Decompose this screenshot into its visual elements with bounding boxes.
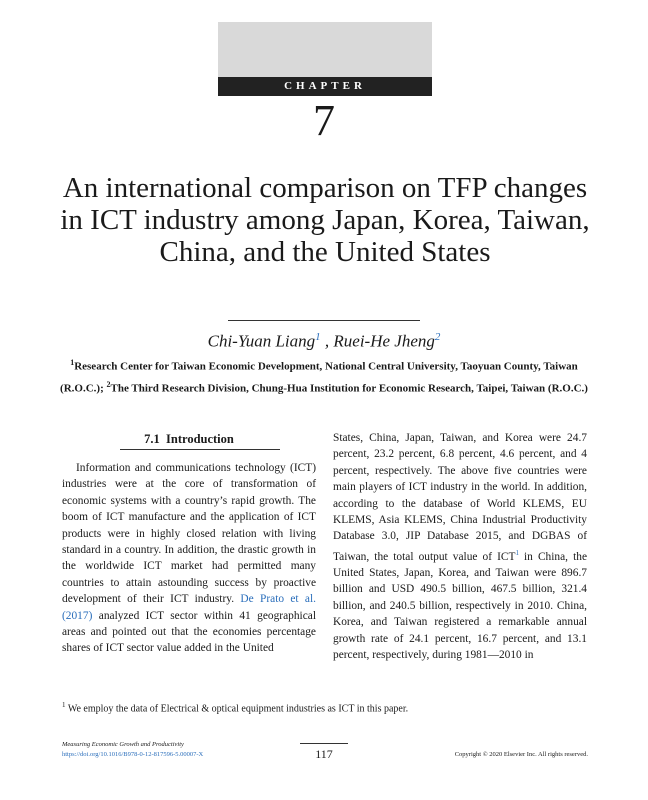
book-info <box>62 740 282 760</box>
author-affiliation-link[interactable]: 1 <box>315 331 321 343</box>
chapter-title: An international comparison on TFP changes in ICT industry among Japan, Korea, Taiwan, China, and the United States <box>60 172 590 268</box>
footnote-marker: 1 <box>62 701 66 709</box>
footnote <box>62 698 588 716</box>
title-divider <box>228 320 420 321</box>
affiliation-marker: 2 <box>106 379 111 389</box>
copyright-notice: Copyright © 2020 Elsevier Inc. All rights reserved. <box>454 751 588 758</box>
author-line <box>0 325 648 354</box>
paragraph-text: States, China, Japan, Taiwan, and Korea were 24.7 percent, 23.2 percent, 6.8 percent, 4.6 percent, and 4 percent, respectively. The above five countries were main players of ICT industry in the world. In addition, according to the database of World KLEMS, EU KLEMS, Asia KLEMS, China Industrial Productivity Database 3.0, JIP Database 2015, and DGBAS of Taiwan, the total output value of ICT <box>333 432 587 563</box>
chapter-number: 7 <box>313 96 335 145</box>
author-name: Chi-Yuan Liang <box>207 331 316 351</box>
author-name: Ruei-He Jheng <box>333 331 435 351</box>
section-heading <box>62 430 316 448</box>
paragraph-text: Information and communications technology (ICT) industries were at the core of transformation of economic systems with a country’s rapid growth. The boom of ICT manufacture and the application of ICT products were in highly closed relation with living standard in a country. In addition, the drastic growth in the worldwide ICT market had permitted many countries to attain astounding success by proactive development of their ICT industry. <box>62 462 316 606</box>
footnote-link[interactable]: 1 <box>515 548 519 557</box>
chapter-banner <box>218 22 432 96</box>
section-title: Introduction <box>166 432 234 446</box>
affiliation-text: The Third Research Division, Chung-Hua Institution for Economic Research, Taipei, Taiwan (R.O.C.) <box>110 382 588 395</box>
affiliation-text: Research Center for Taiwan Economic Development, National Central University, Taoyuan County, Taiwan (R.O.C.); <box>60 360 578 395</box>
section-divider <box>120 449 280 450</box>
footnote-text: We employ the data of Electrical & optical equipment industries as ICT in this paper. <box>65 703 409 715</box>
author-affiliation-link[interactable]: 2 <box>434 331 441 343</box>
affiliations <box>56 354 592 397</box>
author-separator: , <box>320 331 334 351</box>
paragraph-text: in China, the United States, Japan, Korea, and Taiwan were 896.7 billion and USD 490.5 billion, 467.5 billion, 321.4 billion, and 240.5 billion, respectively in 2010. China, Korea, and Taiwan registered a remarkable annual growth rate of 24.1 percent, 16.7 percent, and 13.1 percent, respectively, during 1981—2010 in <box>333 550 587 662</box>
body-column-right <box>333 430 587 663</box>
body-column-left <box>62 460 316 657</box>
book-title: Measuring Economic Growth and Productivity <box>62 741 184 748</box>
affiliation-marker: 1 <box>70 358 75 367</box>
chapter-label: CHAPTER <box>218 77 432 96</box>
doi-link[interactable]: https://doi.org/10.1016/B978-0-12-817596-5.00007-X <box>62 751 204 758</box>
page-number: 117 <box>300 743 348 762</box>
paragraph-text: analyzed ICT sector within 41 geographical areas and pointed out that the economies percentage shares of ICT sector value added in the United <box>62 609 316 655</box>
citation-link[interactable]: De Prato et al. (2017) <box>62 593 316 622</box>
section-number: 7.1 <box>144 432 160 446</box>
